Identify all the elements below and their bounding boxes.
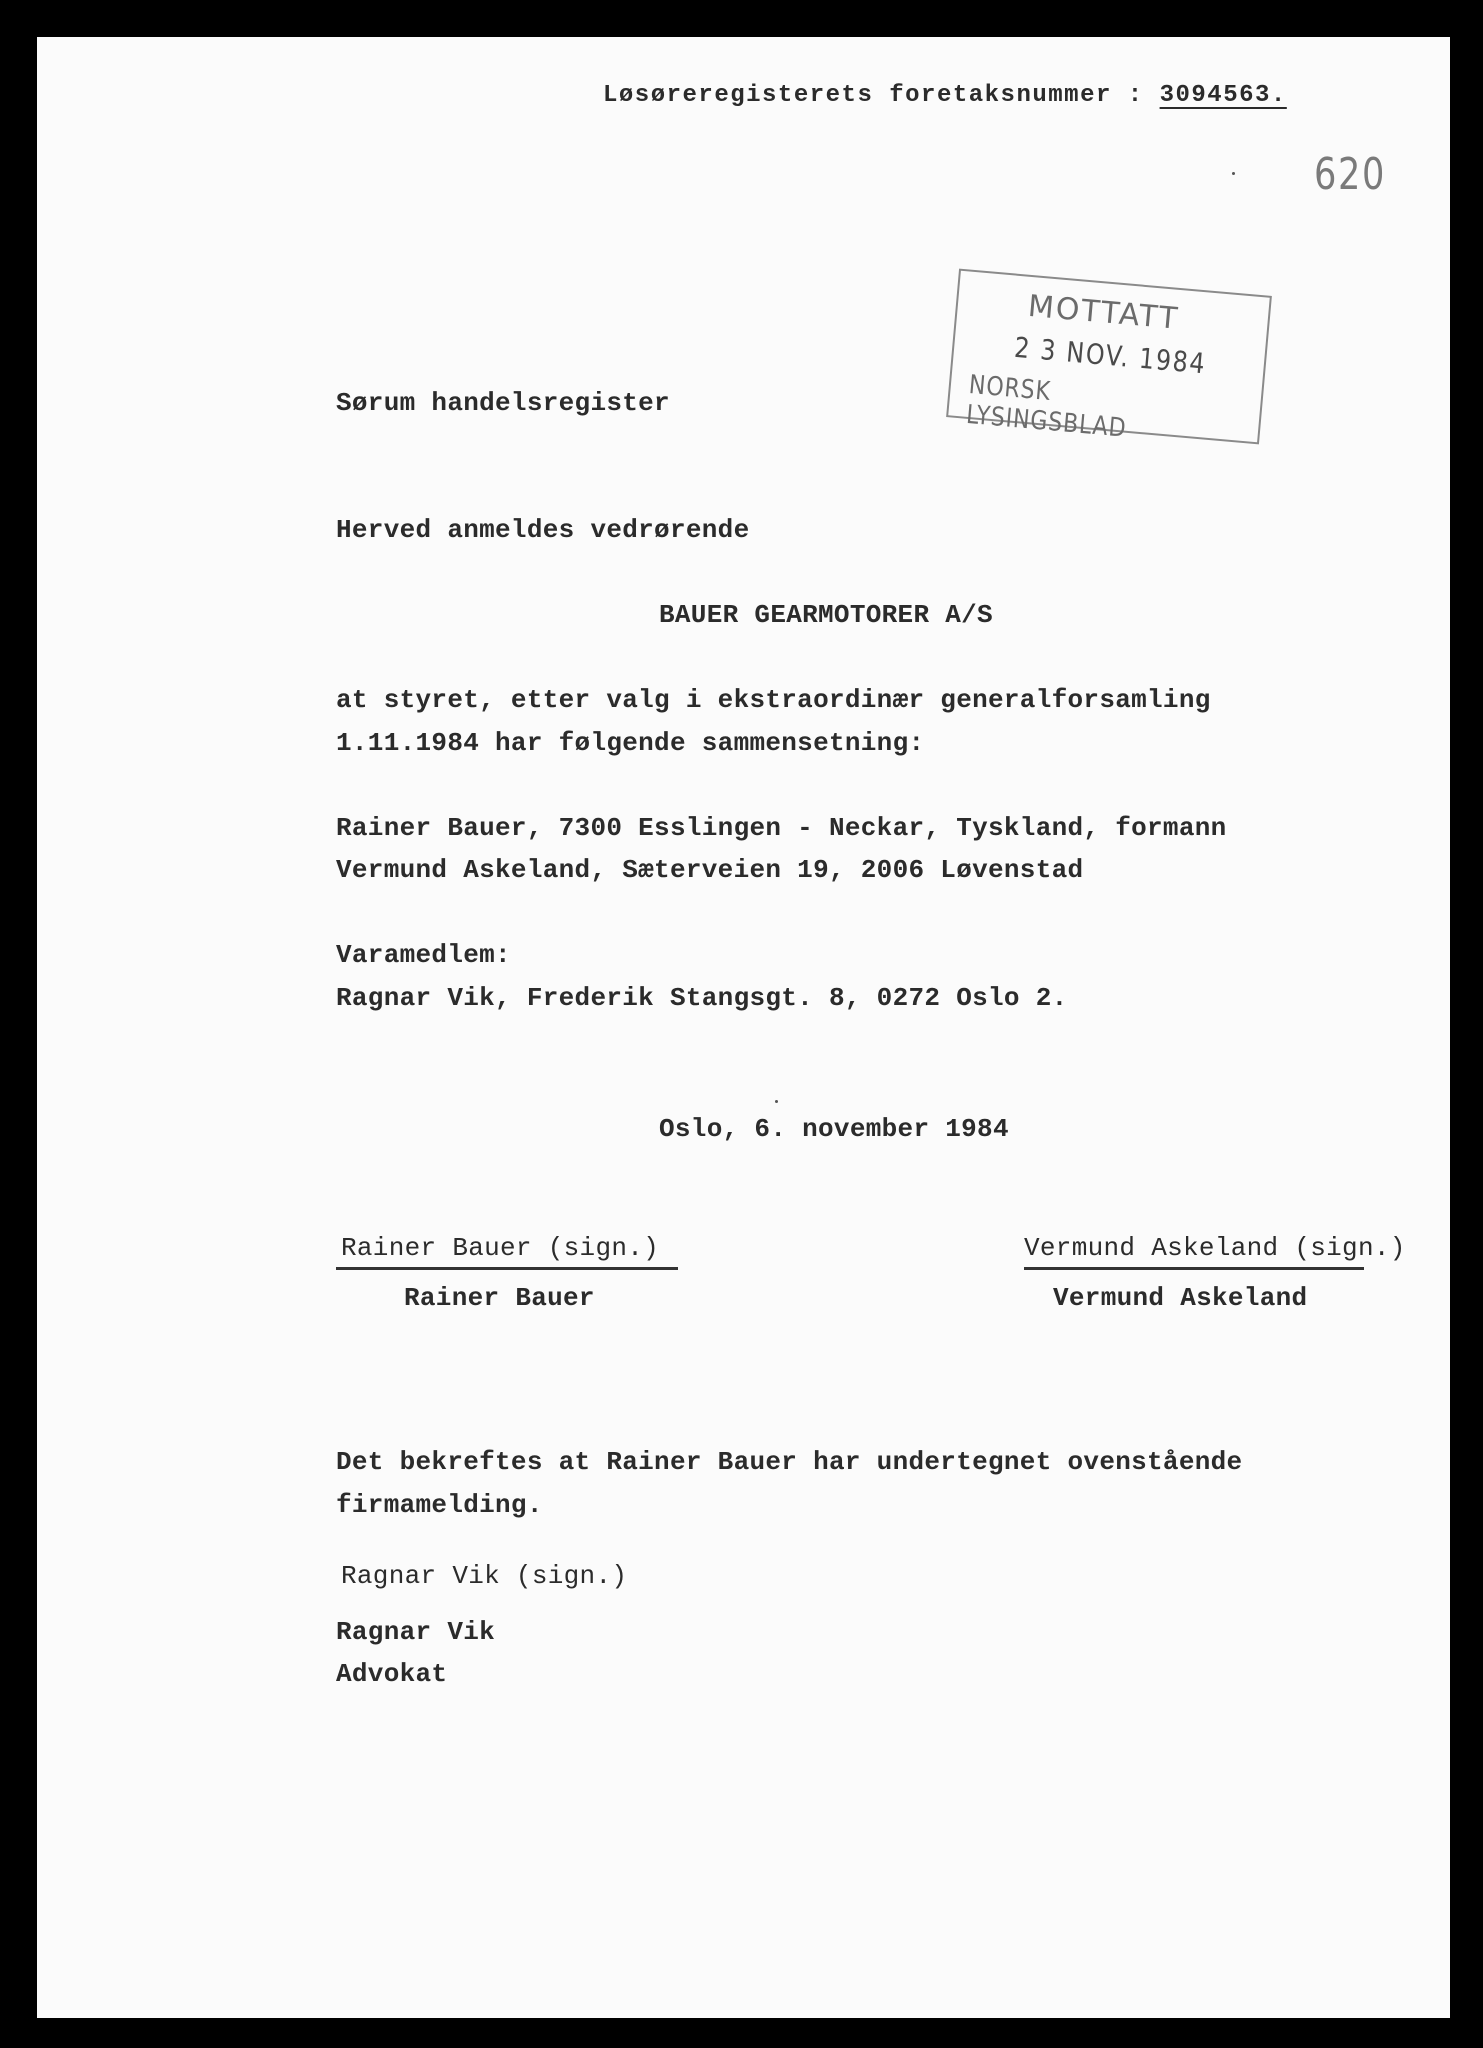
- register-number: 3094563.: [1159, 82, 1287, 109]
- stamp-line-3: NORSK LYSINGSBLAD: [965, 369, 1128, 444]
- right-signature-line: [1024, 1267, 1364, 1270]
- left-signature: Rainer Bauer (sign.): [341, 1233, 660, 1263]
- stamp-line-1: MOTTATT: [1026, 288, 1181, 337]
- place-date: Oslo, 6. november 1984: [659, 1114, 1009, 1144]
- right-signature: Vermund Askeland (sign.): [1024, 1233, 1406, 1263]
- board-member-1: Rainer Bauer, 7300 Esslingen - Neckar, Tyskland, formann: [336, 813, 1227, 843]
- statement-line-2: 1.11.1984 har følgende sammensetning:: [336, 728, 925, 758]
- register-number-label: Løsøreregisterets foretaksnummer :: [603, 82, 1160, 109]
- right-signer-name: Vermund Askeland: [1053, 1283, 1308, 1313]
- confirmation-line-1: Det bekreftes at Rainer Bauer har undertegnet ovenstående: [336, 1447, 1243, 1477]
- register-number-header: [603, 81, 1287, 111]
- confirmation-line-2: firmamelding.: [336, 1490, 543, 1520]
- left-signature-line: [336, 1267, 678, 1270]
- board-member-2: Vermund Askeland, Sæterveien 19, 2006 Løvenstad: [336, 855, 1084, 885]
- left-signer-name: Rainer Bauer: [404, 1283, 595, 1313]
- document-page: [37, 37, 1450, 2018]
- handwritten-number: 620: [1314, 149, 1386, 200]
- deputy-member: Ragnar Vik, Frederik Stangsgt. 8, 0272 Oslo 2.: [336, 983, 1068, 1013]
- company-name: BAUER GEARMOTORER A/S: [659, 600, 993, 630]
- recipient: Sørum handelsregister: [336, 388, 670, 418]
- intro-line: Herved anmeldes vedrørende: [336, 515, 750, 545]
- stamp-line-2: 2 3 NOV. 1984: [1013, 330, 1208, 381]
- speck: [1232, 172, 1235, 175]
- attestation-name: Ragnar Vik: [336, 1617, 496, 1647]
- deputy-label: Varamedlem:: [336, 940, 511, 970]
- statement-line-1: at styret, etter valg i ekstraordinær generalforsamling: [336, 685, 1211, 715]
- received-stamp: [946, 269, 1272, 445]
- speck: [775, 1100, 778, 1103]
- attestation-title: Advokat: [336, 1659, 448, 1689]
- attestation-signature: Ragnar Vik (sign.): [341, 1561, 628, 1591]
